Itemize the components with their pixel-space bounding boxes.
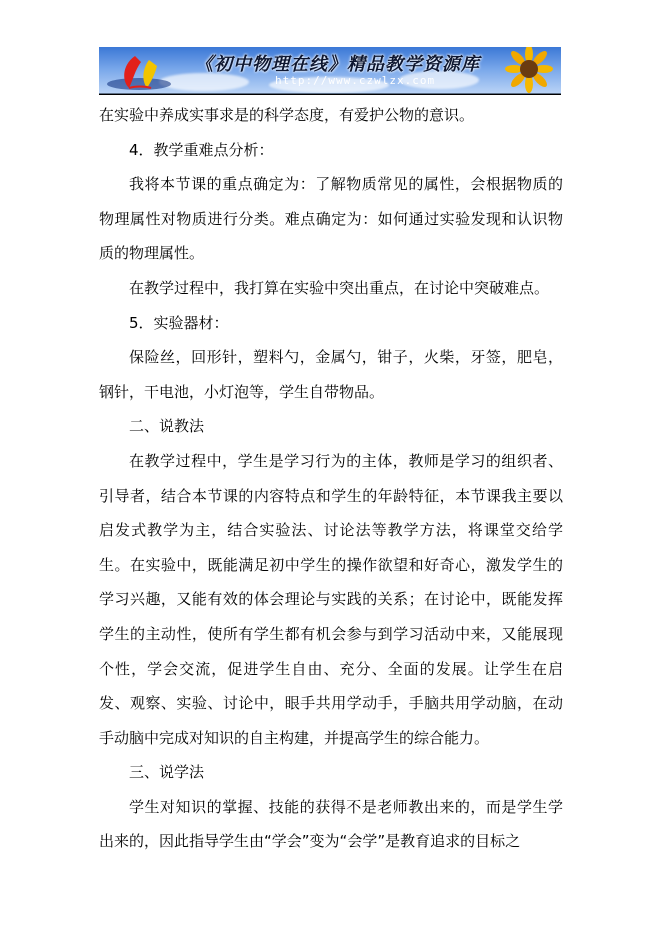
header-rule bbox=[99, 94, 561, 95]
paragraph: 在教学过程中，学生是学习行为的主体，教师是学习的组织者、引导者，结合本节课的内容特点和学生的年龄特征，本节课我主要以启发式教学为主，结合实验法、讨论法等教学方法，将课堂交给学生。在实验中，既能满足初中学生的操作欲望和好奇心，激发学生的学习兴趣，又能有效的体会理论与实践的关系；在讨论中，既能发挥学生的主动性，使所有学生都有机会参与到学习活动中来，又能展现个性，学会交流，促进学生自由、充分、全面的发展。让学生在启发、观察、实验、讨论中，眼手共用学动手，手脑共用学动脑，在动手动脑中完成对知识的自主构建，并提高学生的综合能力。 bbox=[99, 451, 563, 747]
logo-icon bbox=[105, 50, 175, 92]
section-heading-learning-method: 三、说学法 bbox=[129, 763, 205, 782]
section-heading-equipment: 5．实验器材： bbox=[129, 313, 229, 332]
paragraph: 在教学过程中，我打算在实验中突出重点，在讨论中突破难点。 bbox=[129, 278, 550, 297]
paragraph: 学生对知识的掌握、技能的获得不是老师教出来的，而是学生学出来的，因此指导学生由“学会”变为“会学”是教育追求的目标之 bbox=[99, 797, 563, 851]
site-title: 《初中物理在线》精品教学资源库 bbox=[195, 54, 480, 75]
sunflower-icon bbox=[497, 47, 557, 94]
paragraph: 我将本节课的重点确定为：了解物质常见的属性，会根据物质的物理属性对物质进行分类。难点确定为：如何通过实验发现和认识物质的物理属性。 bbox=[99, 175, 563, 263]
document-body bbox=[99, 98, 563, 859]
section-heading-teaching-focus: 4．教学重难点分析： bbox=[129, 140, 274, 159]
paragraph: 保险丝，回形针，塑料勺，金属勺，钳子，火柴，牙签，肥皂，钢针，干电池，小灯泡等，学生自带物品。 bbox=[99, 348, 563, 401]
section-heading-teaching-method: 二、说教法 bbox=[129, 417, 205, 436]
header-banner bbox=[99, 47, 561, 94]
paragraph: 在实验中养成实事求是的科学态度，有爱护公物的意识。 bbox=[99, 106, 475, 124]
site-url: http://www.czwlzx.com bbox=[275, 74, 436, 87]
